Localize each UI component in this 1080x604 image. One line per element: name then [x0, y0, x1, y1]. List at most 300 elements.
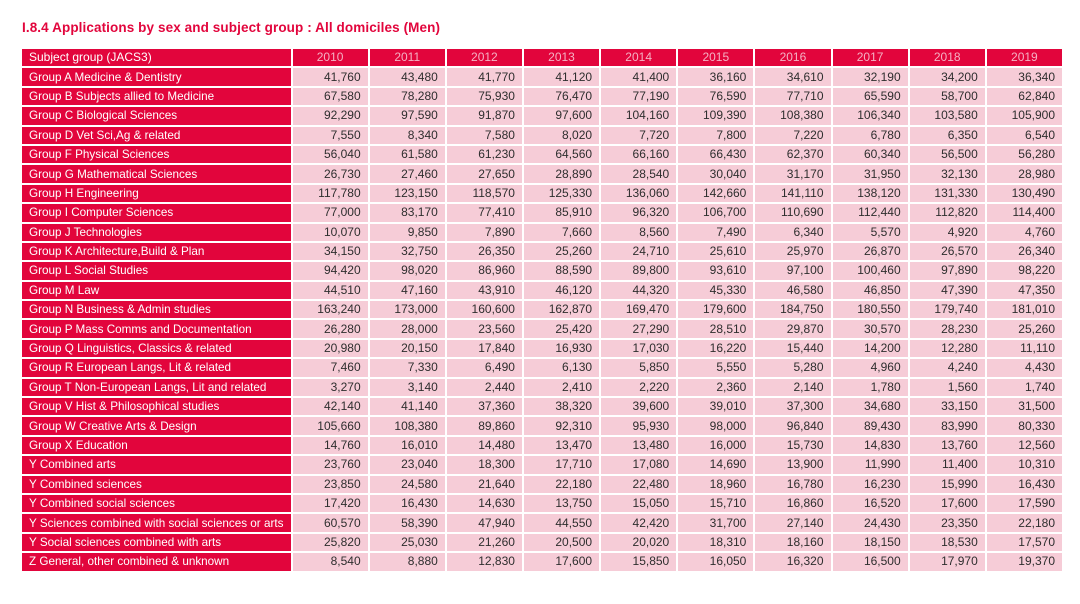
value-cell: 18,150: [833, 534, 908, 551]
value-cell: 46,580: [755, 282, 830, 299]
value-cell: 34,150: [293, 243, 368, 260]
header-year-2016: 2016: [755, 49, 830, 66]
value-cell: 16,050: [678, 553, 753, 570]
value-cell: 33,150: [910, 398, 985, 415]
value-cell: 29,870: [755, 320, 830, 337]
value-cell: 30,040: [678, 165, 753, 182]
value-cell: 42,420: [601, 514, 676, 531]
row-label: Group K Architecture,Build & Plan: [22, 243, 291, 260]
table-body: [22, 68, 1062, 570]
value-cell: 110,690: [755, 204, 830, 221]
value-cell: 13,480: [601, 437, 676, 454]
value-cell: 3,270: [293, 379, 368, 396]
value-cell: 76,470: [524, 88, 599, 105]
value-cell: 2,140: [755, 379, 830, 396]
value-cell: 112,440: [833, 204, 908, 221]
value-cell: 27,650: [447, 165, 522, 182]
value-cell: 76,590: [678, 88, 753, 105]
value-cell: 17,570: [987, 534, 1062, 551]
value-cell: 114,400: [987, 204, 1062, 221]
value-cell: 41,400: [601, 68, 676, 85]
value-cell: 65,590: [833, 88, 908, 105]
value-cell: 10,310: [987, 456, 1062, 473]
value-cell: 60,570: [293, 514, 368, 531]
value-cell: 80,330: [987, 417, 1062, 434]
header-year-2012: 2012: [447, 49, 522, 66]
value-cell: 46,850: [833, 282, 908, 299]
value-cell: 14,480: [447, 437, 522, 454]
value-cell: 47,350: [987, 282, 1062, 299]
value-cell: 28,980: [987, 165, 1062, 182]
table-row: [22, 185, 1062, 202]
value-cell: 34,610: [755, 68, 830, 85]
value-cell: 16,430: [987, 476, 1062, 493]
value-cell: 23,350: [910, 514, 985, 531]
value-cell: 16,000: [678, 437, 753, 454]
value-cell: 22,180: [987, 514, 1062, 531]
value-cell: 17,600: [910, 495, 985, 512]
value-cell: 8,340: [370, 127, 445, 144]
header-year-2011: 2011: [370, 49, 445, 66]
value-cell: 25,260: [987, 320, 1062, 337]
value-cell: 98,220: [987, 262, 1062, 279]
value-cell: 26,340: [987, 243, 1062, 260]
value-cell: 77,710: [755, 88, 830, 105]
value-cell: 7,550: [293, 127, 368, 144]
value-cell: 89,860: [447, 417, 522, 434]
value-cell: 20,150: [370, 340, 445, 357]
header-year-2017: 2017: [833, 49, 908, 66]
value-cell: 7,890: [447, 224, 522, 241]
value-cell: 77,190: [601, 88, 676, 105]
value-cell: 16,780: [755, 476, 830, 493]
row-label: Y Combined arts: [22, 456, 291, 473]
value-cell: 2,360: [678, 379, 753, 396]
value-cell: 17,710: [524, 456, 599, 473]
value-cell: 7,800: [678, 127, 753, 144]
value-cell: 1,740: [987, 379, 1062, 396]
value-cell: 97,100: [755, 262, 830, 279]
value-cell: 37,360: [447, 398, 522, 415]
table-row: [22, 282, 1062, 299]
value-cell: 7,490: [678, 224, 753, 241]
table-row: [22, 359, 1062, 376]
value-cell: 21,640: [447, 476, 522, 493]
value-cell: 67,580: [293, 88, 368, 105]
value-cell: 31,700: [678, 514, 753, 531]
table-row: [22, 243, 1062, 260]
table-row: [22, 320, 1062, 337]
value-cell: 36,340: [987, 68, 1062, 85]
value-cell: 41,760: [293, 68, 368, 85]
value-cell: 109,390: [678, 107, 753, 124]
value-cell: 15,990: [910, 476, 985, 493]
value-cell: 36,160: [678, 68, 753, 85]
table-row: [22, 340, 1062, 357]
value-cell: 88,590: [524, 262, 599, 279]
table-row: [22, 476, 1062, 493]
value-cell: 62,840: [987, 88, 1062, 105]
value-cell: 25,260: [524, 243, 599, 260]
row-label: Group N Business & Admin studies: [22, 301, 291, 318]
value-cell: 8,560: [601, 224, 676, 241]
row-label: Group M Law: [22, 282, 291, 299]
header-subject-group: Subject group (JACS3): [22, 49, 291, 66]
value-cell: 7,220: [755, 127, 830, 144]
value-cell: 16,010: [370, 437, 445, 454]
value-cell: 58,700: [910, 88, 985, 105]
value-cell: 31,950: [833, 165, 908, 182]
row-label: Y Sciences combined with social sciences or arts: [22, 514, 291, 531]
value-cell: 27,460: [370, 165, 445, 182]
row-label: Y Social sciences combined with arts: [22, 534, 291, 551]
table-row: [22, 495, 1062, 512]
value-cell: 2,410: [524, 379, 599, 396]
value-cell: 138,120: [833, 185, 908, 202]
value-cell: 6,350: [910, 127, 985, 144]
value-cell: 28,540: [601, 165, 676, 182]
table-row: [22, 417, 1062, 434]
value-cell: 91,870: [447, 107, 522, 124]
value-cell: 61,230: [447, 146, 522, 163]
value-cell: 30,570: [833, 320, 908, 337]
value-cell: 98,000: [678, 417, 753, 434]
value-cell: 5,850: [601, 359, 676, 376]
value-cell: 32,130: [910, 165, 985, 182]
value-cell: 96,320: [601, 204, 676, 221]
value-cell: 180,550: [833, 301, 908, 318]
value-cell: 89,800: [601, 262, 676, 279]
value-cell: 4,240: [910, 359, 985, 376]
value-cell: 60,340: [833, 146, 908, 163]
value-cell: 16,520: [833, 495, 908, 512]
header-year-2013: 2013: [524, 49, 599, 66]
value-cell: 19,370: [987, 553, 1062, 570]
value-cell: 112,820: [910, 204, 985, 221]
value-cell: 23,040: [370, 456, 445, 473]
value-cell: 21,260: [447, 534, 522, 551]
value-cell: 75,930: [447, 88, 522, 105]
value-cell: 162,870: [524, 301, 599, 318]
value-cell: 28,890: [524, 165, 599, 182]
value-cell: 46,120: [524, 282, 599, 299]
value-cell: 20,020: [601, 534, 676, 551]
value-cell: 41,120: [524, 68, 599, 85]
value-cell: 95,930: [601, 417, 676, 434]
value-cell: 41,140: [370, 398, 445, 415]
value-cell: 179,740: [910, 301, 985, 318]
value-cell: 77,410: [447, 204, 522, 221]
value-cell: 56,500: [910, 146, 985, 163]
value-cell: 106,340: [833, 107, 908, 124]
value-cell: 37,300: [755, 398, 830, 415]
value-cell: 179,600: [678, 301, 753, 318]
value-cell: 28,510: [678, 320, 753, 337]
table-row: [22, 437, 1062, 454]
value-cell: 15,710: [678, 495, 753, 512]
table-row: [22, 456, 1062, 473]
value-cell: 26,870: [833, 243, 908, 260]
value-cell: 18,160: [755, 534, 830, 551]
header-year-2015: 2015: [678, 49, 753, 66]
value-cell: 34,200: [910, 68, 985, 85]
value-cell: 32,190: [833, 68, 908, 85]
row-label: Group W Creative Arts & Design: [22, 417, 291, 434]
value-cell: 38,320: [524, 398, 599, 415]
value-cell: 2,440: [447, 379, 522, 396]
value-cell: 86,960: [447, 262, 522, 279]
header-year-2018: 2018: [910, 49, 985, 66]
value-cell: 58,390: [370, 514, 445, 531]
value-cell: 16,320: [755, 553, 830, 570]
value-cell: 5,550: [678, 359, 753, 376]
value-cell: 130,490: [987, 185, 1062, 202]
value-cell: 100,460: [833, 262, 908, 279]
value-cell: 12,280: [910, 340, 985, 357]
value-cell: 18,960: [678, 476, 753, 493]
value-cell: 4,960: [833, 359, 908, 376]
value-cell: 4,760: [987, 224, 1062, 241]
header-row: [22, 49, 1062, 66]
value-cell: 16,230: [833, 476, 908, 493]
value-cell: 13,900: [755, 456, 830, 473]
table-row: [22, 553, 1062, 570]
value-cell: 141,110: [755, 185, 830, 202]
value-cell: 4,920: [910, 224, 985, 241]
table-row: [22, 514, 1062, 531]
value-cell: 17,080: [601, 456, 676, 473]
value-cell: 25,610: [678, 243, 753, 260]
value-cell: 64,560: [524, 146, 599, 163]
table-row: [22, 224, 1062, 241]
row-label: Y Combined social sciences: [22, 495, 291, 512]
value-cell: 44,550: [524, 514, 599, 531]
value-cell: 2,220: [601, 379, 676, 396]
value-cell: 47,160: [370, 282, 445, 299]
value-cell: 8,020: [524, 127, 599, 144]
value-cell: 16,430: [370, 495, 445, 512]
value-cell: 14,690: [678, 456, 753, 473]
value-cell: 56,040: [293, 146, 368, 163]
value-cell: 25,420: [524, 320, 599, 337]
value-cell: 169,470: [601, 301, 676, 318]
value-cell: 47,390: [910, 282, 985, 299]
value-cell: 45,330: [678, 282, 753, 299]
value-cell: 13,750: [524, 495, 599, 512]
row-label: Group G Mathematical Sciences: [22, 165, 291, 182]
value-cell: 39,010: [678, 398, 753, 415]
value-cell: 20,980: [293, 340, 368, 357]
value-cell: 44,320: [601, 282, 676, 299]
value-cell: 6,130: [524, 359, 599, 376]
value-cell: 32,750: [370, 243, 445, 260]
value-cell: 16,860: [755, 495, 830, 512]
row-label: Group R European Langs, Lit & related: [22, 359, 291, 376]
value-cell: 181,010: [987, 301, 1062, 318]
value-cell: 7,330: [370, 359, 445, 376]
value-cell: 26,350: [447, 243, 522, 260]
value-cell: 6,340: [755, 224, 830, 241]
value-cell: 17,840: [447, 340, 522, 357]
header-year-2014: 2014: [601, 49, 676, 66]
value-cell: 16,930: [524, 340, 599, 357]
value-cell: 11,110: [987, 340, 1062, 357]
value-cell: 96,840: [755, 417, 830, 434]
value-cell: 15,730: [755, 437, 830, 454]
value-cell: 27,140: [755, 514, 830, 531]
value-cell: 83,990: [910, 417, 985, 434]
row-label: Group H Engineering: [22, 185, 291, 202]
header-year-2019: 2019: [987, 49, 1062, 66]
header-year-2010: 2010: [293, 49, 368, 66]
value-cell: 23,560: [447, 320, 522, 337]
value-cell: 3,140: [370, 379, 445, 396]
table-title: I.8.4 Applications by sex and subject group : All domiciles (Men): [22, 20, 441, 35]
value-cell: 42,140: [293, 398, 368, 415]
value-cell: 160,600: [447, 301, 522, 318]
value-cell: 123,150: [370, 185, 445, 202]
value-cell: 17,590: [987, 495, 1062, 512]
value-cell: 13,760: [910, 437, 985, 454]
value-cell: 8,540: [293, 553, 368, 570]
value-cell: 1,560: [910, 379, 985, 396]
value-cell: 94,420: [293, 262, 368, 279]
value-cell: 18,310: [678, 534, 753, 551]
value-cell: 62,370: [755, 146, 830, 163]
value-cell: 31,170: [755, 165, 830, 182]
value-cell: 1,780: [833, 379, 908, 396]
value-cell: 104,160: [601, 107, 676, 124]
row-label: Group Q Linguistics, Classics & related: [22, 340, 291, 357]
row-label: Group P Mass Comms and Documentation: [22, 320, 291, 337]
value-cell: 39,600: [601, 398, 676, 415]
value-cell: 25,970: [755, 243, 830, 260]
value-cell: 41,770: [447, 68, 522, 85]
table-header: [22, 49, 1062, 66]
value-cell: 15,440: [755, 340, 830, 357]
table-row: [22, 204, 1062, 221]
value-cell: 93,610: [678, 262, 753, 279]
row-label: Group D Vet Sci,Ag & related: [22, 127, 291, 144]
value-cell: 118,570: [447, 185, 522, 202]
value-cell: 28,230: [910, 320, 985, 337]
value-cell: 136,060: [601, 185, 676, 202]
value-cell: 44,510: [293, 282, 368, 299]
value-cell: 92,310: [524, 417, 599, 434]
value-cell: 92,290: [293, 107, 368, 124]
value-cell: 89,430: [833, 417, 908, 434]
value-cell: 5,570: [833, 224, 908, 241]
value-cell: 14,830: [833, 437, 908, 454]
value-cell: 131,330: [910, 185, 985, 202]
value-cell: 20,500: [524, 534, 599, 551]
value-cell: 12,560: [987, 437, 1062, 454]
value-cell: 24,580: [370, 476, 445, 493]
table-row: [22, 398, 1062, 415]
value-cell: 66,430: [678, 146, 753, 163]
value-cell: 98,020: [370, 262, 445, 279]
value-cell: 97,890: [910, 262, 985, 279]
value-cell: 18,530: [910, 534, 985, 551]
value-cell: 106,700: [678, 204, 753, 221]
value-cell: 7,660: [524, 224, 599, 241]
value-cell: 11,400: [910, 456, 985, 473]
value-cell: 125,330: [524, 185, 599, 202]
value-cell: 16,500: [833, 553, 908, 570]
value-cell: 108,380: [755, 107, 830, 124]
value-cell: 12,830: [447, 553, 522, 570]
value-cell: 7,720: [601, 127, 676, 144]
row-label: Group I Computer Sciences: [22, 204, 291, 221]
row-label: Group V Hist & Philosophical studies: [22, 398, 291, 415]
value-cell: 17,030: [601, 340, 676, 357]
value-cell: 6,490: [447, 359, 522, 376]
value-cell: 9,850: [370, 224, 445, 241]
value-cell: 47,940: [447, 514, 522, 531]
value-cell: 83,170: [370, 204, 445, 221]
value-cell: 97,600: [524, 107, 599, 124]
value-cell: 142,660: [678, 185, 753, 202]
row-label: Group T Non-European Langs, Lit and related: [22, 379, 291, 396]
value-cell: 61,580: [370, 146, 445, 163]
value-cell: 8,880: [370, 553, 445, 570]
value-cell: 163,240: [293, 301, 368, 318]
value-cell: 43,910: [447, 282, 522, 299]
row-label: Group J Technologies: [22, 224, 291, 241]
value-cell: 17,420: [293, 495, 368, 512]
table-row: [22, 301, 1062, 318]
value-cell: 105,660: [293, 417, 368, 434]
table-row: [22, 165, 1062, 182]
row-label: Y Combined sciences: [22, 476, 291, 493]
value-cell: 5,280: [755, 359, 830, 376]
value-cell: 173,000: [370, 301, 445, 318]
row-label: Z General, other combined & unknown: [22, 553, 291, 570]
table-row: [22, 534, 1062, 551]
value-cell: 6,540: [987, 127, 1062, 144]
value-cell: 31,500: [987, 398, 1062, 415]
row-label: Group X Education: [22, 437, 291, 454]
table-row: [22, 68, 1062, 85]
value-cell: 17,600: [524, 553, 599, 570]
value-cell: 184,750: [755, 301, 830, 318]
value-cell: 26,730: [293, 165, 368, 182]
value-cell: 78,280: [370, 88, 445, 105]
value-cell: 7,580: [447, 127, 522, 144]
applications-by-subject-table: [20, 47, 1064, 573]
value-cell: 27,290: [601, 320, 676, 337]
value-cell: 25,820: [293, 534, 368, 551]
value-cell: 14,630: [447, 495, 522, 512]
value-cell: 15,850: [601, 553, 676, 570]
value-cell: 24,430: [833, 514, 908, 531]
value-cell: 108,380: [370, 417, 445, 434]
value-cell: 18,300: [447, 456, 522, 473]
value-cell: 14,760: [293, 437, 368, 454]
table-row: [22, 379, 1062, 396]
value-cell: 26,570: [910, 243, 985, 260]
value-cell: 6,780: [833, 127, 908, 144]
table-row: [22, 107, 1062, 124]
value-cell: 22,480: [601, 476, 676, 493]
value-cell: 14,200: [833, 340, 908, 357]
row-label: Group A Medicine & Dentistry: [22, 68, 291, 85]
table-row: [22, 88, 1062, 105]
value-cell: 13,470: [524, 437, 599, 454]
value-cell: 85,910: [524, 204, 599, 221]
value-cell: 22,180: [524, 476, 599, 493]
value-cell: 10,070: [293, 224, 368, 241]
